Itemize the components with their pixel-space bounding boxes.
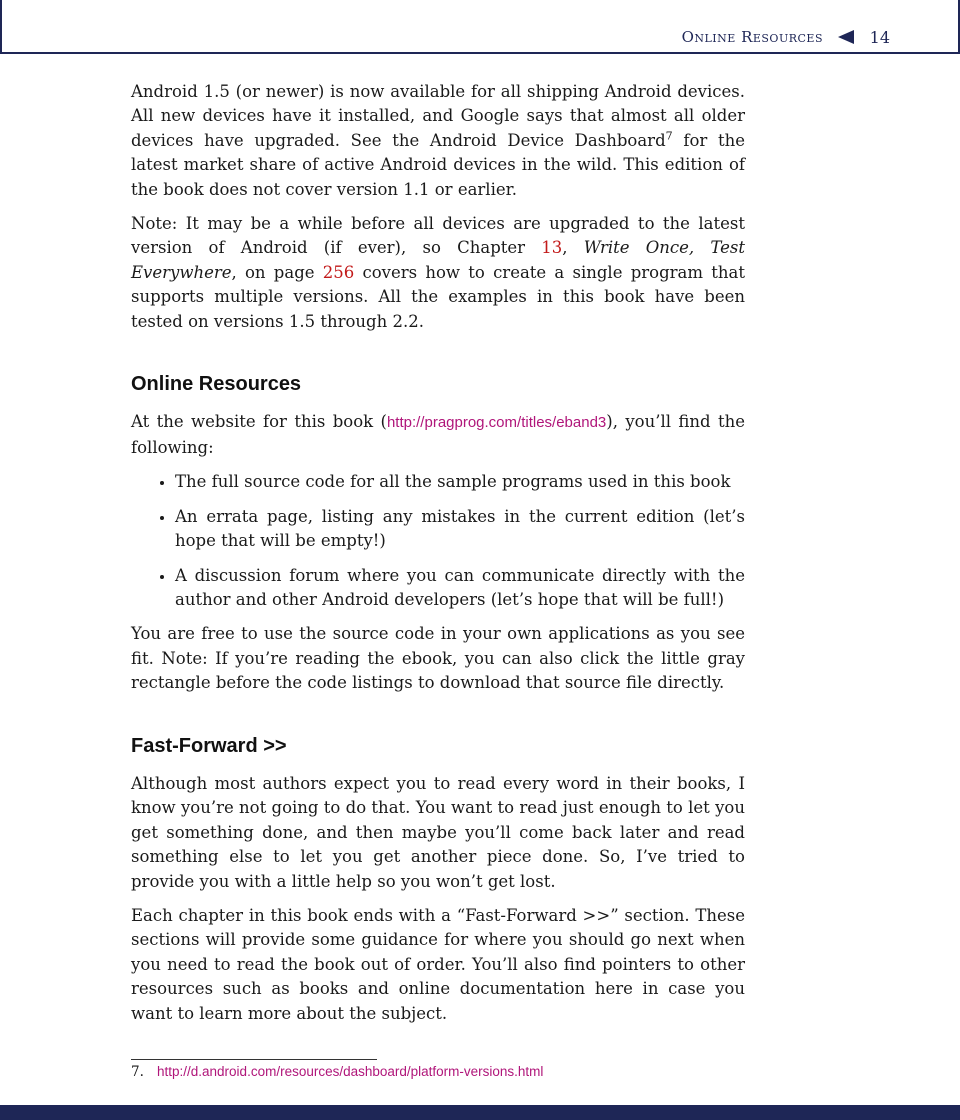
footnote-link[interactable]: http://d.android.com/resources/dashboard/platform-versions.html	[157, 1064, 544, 1079]
chapter-title: Write Once, Test Everywhere	[131, 238, 745, 282]
footnote-divider	[131, 1059, 377, 1060]
page-number: 14	[869, 28, 890, 47]
paragraph-website: At the website for this book (http://pragprog.com/titles/eband3), you’ll find the following:	[131, 412, 745, 457]
footnote-number: 7.	[131, 1064, 144, 1080]
footer-bar	[0, 1105, 960, 1120]
chapter-link[interactable]: 13	[541, 238, 563, 258]
list-item: • A discussion forum where you can communicate directly with the author and other Android developers (let’s hope that will be full!)	[175, 564, 745, 613]
paragraph-fast-forward-1: Although most authors expect you to read every word in their books, I know you’re not going to do that. You want to read just enough to let you get something done, and then maybe you’ll come back later and read something else to let you get another piece done. So, I’ve tried to provide you with a little help so you won’t get lost.	[131, 773, 745, 891]
paragraph-android-versions: Android 1.5 (or newer) is now available for all shipping Android devices. All new devices have it installed, and Google says that almost all older devices have upgraded. See the Android Device Dashboard$^7$ for the latest market share of active Android devices in the wild. This edition of the book does not cover version 1.1 or earlier.	[131, 82, 745, 199]
heading-online-resources: Online Resources	[131, 373, 302, 396]
footnote-ref[interactable]: 7	[665, 129, 673, 143]
list-item: • An errata page, listing any mistakes in the current edition (let’s hope that will be empty!)	[175, 505, 745, 554]
page-link[interactable]: 256	[322, 262, 355, 282]
footnote	[131, 1064, 543, 1080]
running-header: Online Resources	[681, 28, 823, 46]
list-item: • The full source code for all the sample programs used in this book	[175, 470, 745, 494]
page-content	[131, 80, 745, 1036]
left-arrow-icon[interactable]	[838, 30, 854, 44]
heading-fast-forward: Fast-Forward >>	[131, 734, 287, 757]
paragraph-fast-forward-2: Each chapter in this book ends with a “Fast-Forward >>” section. These sections will provide some guidance for where you should go next when you need to read the book out of order. You’ll also find pointers to other resources such as books and online documentation here in case you want to learn more about the subject.	[131, 905, 745, 1023]
paragraph-source-code: You are free to use the source code in your own applications as you see fit. Note: If you’re reading the ebook, you can also click the little gray rectangle before the code listings to download that source file directly.	[131, 624, 745, 693]
book-website-link[interactable]: http://pragprog.com/titles/eband3	[386, 414, 607, 432]
resources-list	[131, 470, 745, 612]
paragraph-note: Note: It may be a while before all devices are upgraded to the latest version of Android (if ever), so Chapter 13, Write Once, Test Everywhere, on page 256 covers how to create a single program that supports multiple versions. All the examples in this book have been tested on versions 1.5 through 2.2.	[131, 214, 745, 331]
